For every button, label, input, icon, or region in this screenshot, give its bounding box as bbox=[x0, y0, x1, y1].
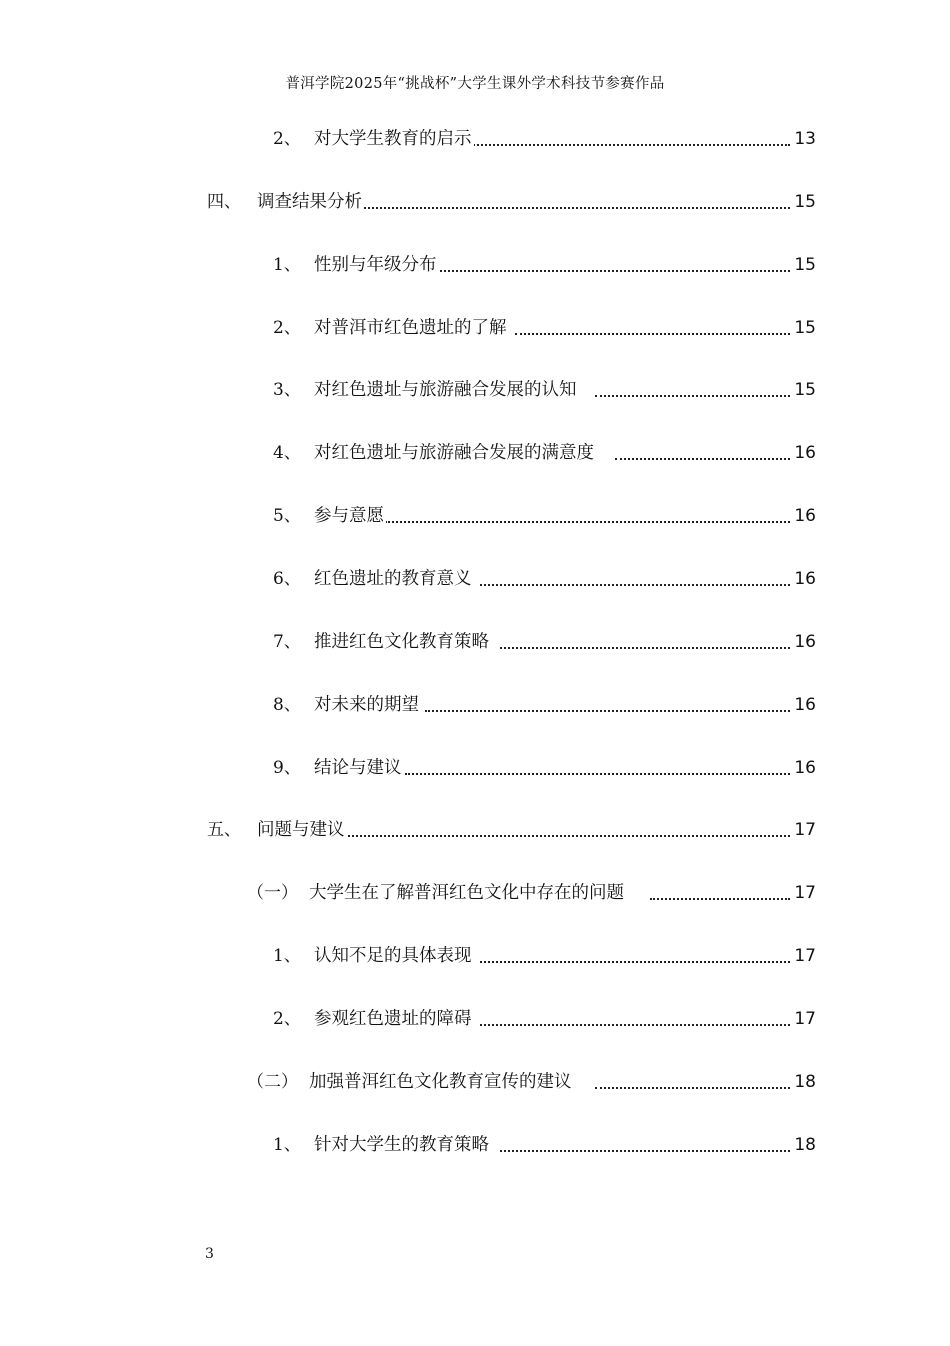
toc-entry-title: 性别与年级分布 bbox=[314, 252, 439, 278]
toc-entry-title: 大学生在了解普洱红色文化中存在的问题 bbox=[309, 880, 626, 906]
toc-entry[interactable] bbox=[0, 126, 950, 152]
toc-entry-number: 五、 bbox=[207, 820, 241, 840]
toc-dot-leader bbox=[595, 1085, 790, 1089]
toc-entry-page: 16 bbox=[790, 566, 816, 592]
toc-entry[interactable] bbox=[0, 817, 950, 843]
toc-entry-title: 认知不足的具体表现 bbox=[314, 943, 474, 969]
toc-entry[interactable] bbox=[0, 629, 950, 655]
toc-entry-title: 红色遗址的教育意义 bbox=[314, 566, 474, 592]
toc-entry-title: 对红色遗址与旅游融合发展的认知 bbox=[314, 377, 579, 403]
toc-dot-leader bbox=[500, 645, 790, 649]
toc-entry[interactable] bbox=[0, 252, 950, 278]
toc-dot-leader bbox=[480, 582, 790, 586]
toc-dot-leader bbox=[385, 519, 790, 523]
toc-entry-title: 参与意愿 bbox=[314, 503, 386, 529]
toc-dot-leader bbox=[405, 771, 790, 775]
toc-dot-leader bbox=[360, 205, 790, 209]
toc-entry-page: 13 bbox=[790, 126, 816, 152]
toc-entry-number: 7、 bbox=[273, 632, 301, 652]
toc-dot-leader bbox=[345, 833, 790, 837]
toc-entry-number: 1、 bbox=[273, 255, 301, 275]
toc-entry-number: 8、 bbox=[273, 695, 301, 715]
toc-entry-page: 16 bbox=[790, 503, 816, 529]
page-number: 3 bbox=[205, 1246, 214, 1262]
toc-entry-number: 3、 bbox=[273, 380, 301, 400]
toc-entry-page: 16 bbox=[790, 629, 816, 655]
toc-entry[interactable] bbox=[0, 440, 950, 466]
toc-entry-page: 17 bbox=[790, 943, 816, 969]
toc-entry-page: 16 bbox=[790, 692, 816, 718]
toc-dot-leader bbox=[650, 896, 790, 900]
toc-dot-leader bbox=[615, 456, 790, 460]
toc-entry-number: 1、 bbox=[273, 946, 301, 966]
toc-entry-title: 对红色遗址与旅游融合发展的满意度 bbox=[314, 440, 596, 466]
toc-entry[interactable] bbox=[0, 1006, 950, 1032]
toc-entry-title: 参观红色遗址的障碍 bbox=[314, 1006, 474, 1032]
toc-entry[interactable] bbox=[0, 315, 950, 341]
toc-entry-title: 对普洱市红色遗址的了解 bbox=[314, 315, 509, 341]
toc-entry-page: 18 bbox=[790, 1069, 816, 1095]
toc-entry[interactable] bbox=[0, 880, 950, 906]
toc-entry-number: （一） bbox=[247, 883, 298, 903]
toc-entry-number: 2、 bbox=[273, 129, 301, 149]
toc-entry-number: 2、 bbox=[273, 1009, 301, 1029]
toc-entry[interactable] bbox=[0, 1069, 950, 1095]
toc-dot-leader bbox=[480, 959, 790, 963]
toc-entry-page: 17 bbox=[790, 1006, 816, 1032]
toc-entry-number: 2、 bbox=[273, 318, 301, 338]
toc-entry-page: 15 bbox=[790, 315, 816, 341]
toc-entry[interactable] bbox=[0, 755, 950, 781]
toc-entry[interactable] bbox=[0, 189, 950, 215]
toc-entry-page: 16 bbox=[790, 755, 816, 781]
toc-entry[interactable] bbox=[0, 692, 950, 718]
toc-entry-number: 5、 bbox=[273, 506, 301, 526]
toc-entry-title: 结论与建议 bbox=[314, 755, 404, 781]
toc-entry-number: 9、 bbox=[273, 758, 301, 778]
toc-entry-title: 对未来的期望 bbox=[314, 692, 421, 718]
toc-entry-number: 四、 bbox=[207, 192, 241, 212]
toc-dot-leader bbox=[595, 393, 790, 397]
toc-entry-title: 调查结果分析 bbox=[257, 189, 364, 215]
page-header: 普洱学院2025年“挑战杯”大学生课外学术科技节参赛作品 bbox=[285, 76, 665, 92]
toc-dot-leader bbox=[515, 331, 790, 335]
toc-dot-leader bbox=[480, 1022, 790, 1026]
toc-entry-number: （二） bbox=[247, 1072, 298, 1092]
toc-dot-leader bbox=[500, 1148, 790, 1152]
toc-entry[interactable] bbox=[0, 943, 950, 969]
toc-entry-page: 16 bbox=[790, 440, 816, 466]
toc-entry-page: 15 bbox=[790, 252, 816, 278]
toc-entry[interactable] bbox=[0, 377, 950, 403]
toc-entry-page: 15 bbox=[790, 377, 816, 403]
toc-entry-title: 针对大学生的教育策略 bbox=[314, 1132, 491, 1158]
toc-entry-number: 6、 bbox=[273, 569, 301, 589]
toc-entry-page: 17 bbox=[790, 880, 816, 906]
toc-entry-title: 对大学生教育的启示 bbox=[314, 126, 474, 152]
toc-entry-page: 18 bbox=[790, 1132, 816, 1158]
toc-entry-title: 加强普洱红色文化教育宣传的建议 bbox=[309, 1069, 574, 1095]
toc-dot-leader bbox=[425, 708, 790, 712]
toc-entry[interactable] bbox=[0, 566, 950, 592]
toc-entry-page: 17 bbox=[790, 817, 816, 843]
toc-entry[interactable] bbox=[0, 503, 950, 529]
toc-dot-leader bbox=[440, 268, 790, 272]
toc-entry-page: 15 bbox=[790, 189, 816, 215]
toc-entry-number: 4、 bbox=[273, 443, 301, 463]
toc-dot-leader bbox=[470, 142, 790, 146]
toc-entry-title: 问题与建议 bbox=[257, 817, 347, 843]
toc-entry-title: 推进红色文化教育策略 bbox=[314, 629, 491, 655]
toc-entry[interactable] bbox=[0, 1132, 950, 1158]
toc-entry-number: 1、 bbox=[273, 1135, 301, 1155]
